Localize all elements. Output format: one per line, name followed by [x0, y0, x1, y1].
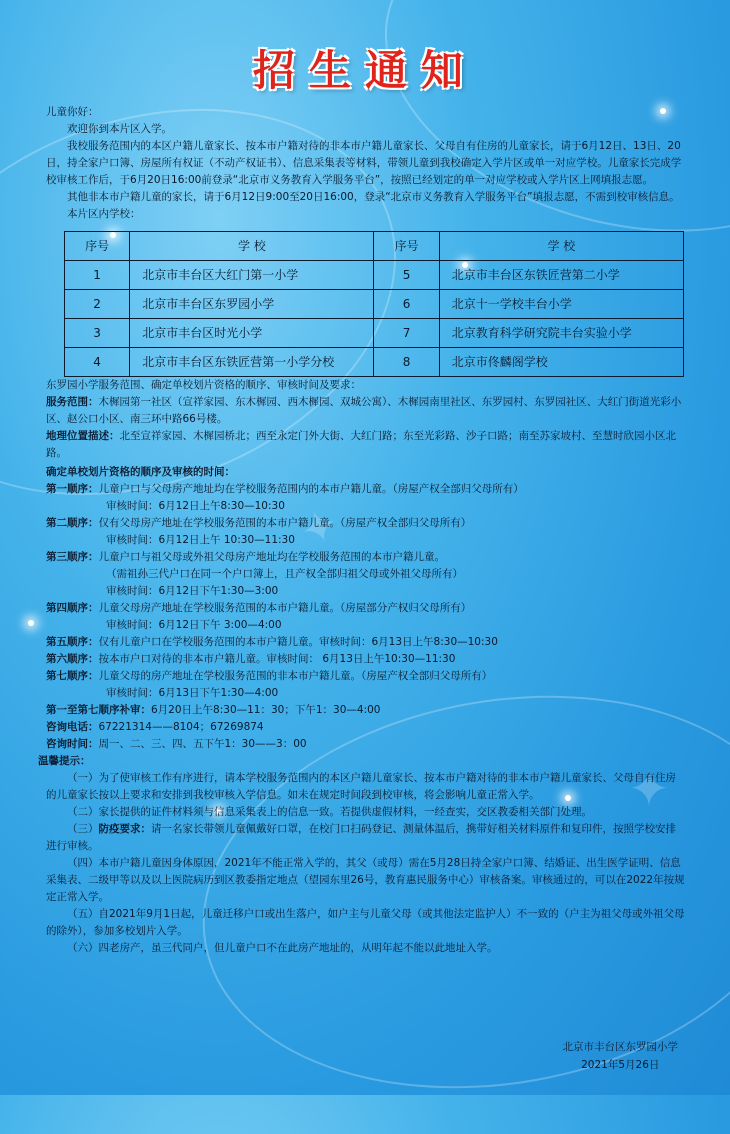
order-time: 审核时间：6月13日下午1:30—4:00 — [106, 687, 279, 699]
cell-school: 北京市丰台区大红门第一小学 — [130, 261, 374, 290]
tip-item — [46, 940, 686, 957]
school-table — [64, 231, 684, 377]
order-text: 儿童父母的房产地址在学校服务范围的非本市户籍儿童。（房屋产权全部归父母所有） — [98, 670, 493, 682]
greeting: 儿童你好： — [46, 106, 99, 118]
cell-school: 北京市丰台区东铁匠营第二小学 — [439, 261, 683, 290]
order-label: 第二顺序： — [46, 517, 99, 529]
tip-text: 家长提供的证件材料须与信息采集表上的信息一致。若提供虚假材料，一经查实，交区教委相关部门处理。 — [98, 806, 592, 818]
order-item — [46, 634, 686, 651]
page-title: 招生通知 — [252, 46, 477, 95]
order-text: 儿童户口与父母房产地址均在学校服务范围内的本市户籍儿童。（房屋产权全部归父母所有） — [98, 483, 524, 495]
notice-body — [38, 104, 686, 957]
tip-lead: （一） — [67, 772, 99, 784]
tip-text: 四老房产，虽三代同户，但儿童户口不在此房产地址的，从明年起不能以此地址入学。 — [98, 942, 498, 954]
phone-text: 67221314——8104；67269874 — [98, 721, 264, 733]
order-time: 审核时间：6月12日下午1:30—3:00 — [106, 585, 279, 597]
order-item — [46, 668, 686, 685]
scope — [46, 394, 686, 428]
order-item — [46, 549, 686, 566]
order-title: 确定单校划片资格的顺序及审核的时间： — [46, 466, 235, 478]
watermark: ✦ — [291, 495, 347, 559]
cell-num: 8 — [374, 348, 439, 377]
order-label: 第四顺序： — [46, 602, 99, 614]
table-row — [65, 348, 684, 377]
order-text: 按本市户口对待的非本市户籍儿童。审核时间： 6月13日上午10:30—11:30 — [98, 653, 456, 665]
hours — [46, 736, 686, 753]
tip-text: 自2021年9月1日起，儿童迁移户口或出生落户，如户主与儿童父母（或其他法定监护人）不一致的（户主为祖父母或外祖父母的除外），参加多校划片入学。 — [46, 908, 685, 937]
tip-lead: （五） — [67, 908, 99, 920]
order-label: 第五顺序： — [46, 636, 99, 648]
order-text: 儿童父母房产地址在学校服务范围的本市户籍儿童。（房屋部分产权归父母所有） — [98, 602, 472, 614]
scope-label: 服务范围： — [46, 396, 99, 408]
scope-text: 木樨园第一社区（宣祥家园、东木樨园、西木樨园、双城公寓）、木樨园南里社区、东罗园村、东罗园社区、大红门街道光彩小区、赵公口小区、南三环中路66号楼。 — [46, 396, 682, 425]
header-school: 学 校 — [439, 232, 683, 261]
tip-lead: （二） — [67, 806, 99, 818]
sign-school: 北京市丰台区东罗园小学 — [562, 1041, 678, 1053]
tip-text: 为了使审核工作有序进行，请本学校服务范围内的本区户籍儿童家长、按本市户籍对待的非本市户籍儿童家长、父母自有住房的儿童家长按以上要求和安排到我校审核入学信息。如未在规定时间段到校审核，将会影响儿童正常入学。 — [46, 772, 676, 801]
cell-school: 北京市佟麟阁学校 — [439, 348, 683, 377]
tip-text: 本市户籍儿童因身体原因，2021年不能正常入学的，其父（或母）需在5月28日持全家户口簿、结婚证、出生医学证明、信息采集表、二级甲等以及以上医院病历到区教委指定地点（望园东里26号，教育惠民服务中心）审核备案。审核通过的，可以在2022年按规定正常入学。 — [46, 857, 685, 903]
order-extra: （需祖孙三代户口在同一个户口簿上，且产权全部归祖父母或外祖父母所有） — [106, 568, 463, 580]
order-item — [46, 481, 686, 498]
paragraph: 欢迎你到本片区入学。 — [67, 123, 172, 135]
paragraph: 我校服务范围内的本区户籍儿童家长、按本市户籍对待的非本市户籍儿童家长、父母自有住房的儿童家长，请于6月12日、13日、20日，持全家户口簿、房屋所有权证（不动产权证书）、信息采集表等材料，带领儿童到我校确定入学片区或单一对应学校。儿童家长完成学校审核工作后，于6月20日16:00前登录“北京市义务教育入学服务平台”，按照已经划定的单一对应学校或入学片区上网填报志愿。 — [46, 140, 682, 186]
tip-item — [46, 906, 686, 940]
watermark: ✦ — [628, 760, 670, 818]
location-text: 北至宣祥家园、木樨园桥北；西至永定门外大街、大红门路；东至光彩路、沙子口路；南至苏家坡村、至慧时欣园小区北路。 — [46, 430, 676, 459]
cell-num: 3 — [65, 319, 130, 348]
order-label: 第三顺序： — [46, 551, 99, 563]
cell-num: 1 — [65, 261, 130, 290]
location-label: 地理位置描述： — [46, 430, 120, 442]
cell-school: 北京教育科学研究院丰台实验小学 — [439, 319, 683, 348]
makeup-label: 第一至第七顺序补审： — [46, 704, 151, 716]
order-label: 第七顺序： — [46, 670, 99, 682]
table-header — [65, 232, 684, 261]
order-text: 仅有儿童户口在学校服务范围的本市户籍儿童。审核时间：6月13日上午8:30—10:30 — [98, 636, 498, 648]
order-label: 第六顺序： — [46, 653, 99, 665]
tip-item — [46, 855, 686, 906]
header-num: 序号 — [374, 232, 439, 261]
cell-num: 6 — [374, 290, 439, 319]
tip-lead: （六） — [67, 942, 99, 954]
order-text: 儿童户口与祖父母或外祖父母房产地址均在学校服务范围的本市户籍儿童。 — [98, 551, 445, 563]
sparkle — [28, 620, 34, 626]
hours-label: 咨询时间： — [46, 738, 99, 750]
cell-school: 北京市丰台区东罗园小学 — [130, 290, 374, 319]
cell-num: 7 — [374, 319, 439, 348]
order-time: 审核时间：6月12日上午8:30—10:30 — [106, 500, 285, 512]
table-row — [65, 290, 684, 319]
cell-school: 北京市丰台区东铁匠营第一小学分校 — [130, 348, 374, 377]
order-label: 第一顺序： — [46, 483, 99, 495]
cell-num: 5 — [374, 261, 439, 290]
paragraph: 本片区内学校： — [67, 208, 141, 220]
tip-item — [46, 804, 686, 821]
location — [46, 428, 686, 462]
tip-item — [46, 770, 686, 804]
table-row — [65, 261, 684, 290]
makeup — [46, 702, 686, 719]
order-item — [46, 515, 686, 532]
hours-text: 周一、二、三、四、五下午1：30——3：00 — [98, 738, 307, 750]
makeup-text: 6月20日上午8:30—11：30；下午1：30—4:00 — [151, 704, 381, 716]
tips-title: 温馨提示： — [38, 755, 91, 767]
cell-school: 北京市丰台区时光小学 — [130, 319, 374, 348]
cell-school: 北京十一学校丰台小学 — [439, 290, 683, 319]
tip-item — [46, 821, 686, 855]
tip-lead: （四） — [67, 857, 99, 869]
tip-lead: （三） — [67, 823, 99, 835]
cell-num: 2 — [65, 290, 130, 319]
tip-text: 请一名家长带领儿童佩戴好口罩，在校门口扫码登记、测量体温后，携带好相关材料原件和复印件，按照学校安排进行审核。 — [46, 823, 676, 852]
order-item — [46, 651, 686, 668]
phone-label: 咨询电话： — [46, 721, 99, 733]
table-row — [65, 319, 684, 348]
sign-date: 2021年5月26日 — [581, 1059, 660, 1071]
paragraph: 其他非本市户籍儿童的家长，请于6月12日9:00至20日16:00，登录“北京市义务教育入学服务平台”填报志愿，不需到校审核信息。 — [67, 191, 680, 203]
order-text: 仅有父母房产地址在学校服务范围的本市户籍儿童。（房屋产权全部归父母所有） — [98, 517, 472, 529]
scope-intro: 东罗园小学服务范围、确定单校划片资格的顺序、审核时间及要求： — [46, 379, 361, 391]
order-time: 审核时间：6月12日上午 10:30—11:30 — [106, 534, 295, 546]
signature — [563, 1038, 679, 1074]
cell-num: 4 — [65, 348, 130, 377]
phone — [46, 719, 686, 736]
tip-bold: 防疫要求： — [98, 823, 151, 835]
order-time: 审核时间：6月12日下午 3:00—4:00 — [106, 619, 282, 631]
header-num: 序号 — [65, 232, 130, 261]
order-item — [46, 600, 686, 617]
header-school: 学 校 — [130, 232, 374, 261]
